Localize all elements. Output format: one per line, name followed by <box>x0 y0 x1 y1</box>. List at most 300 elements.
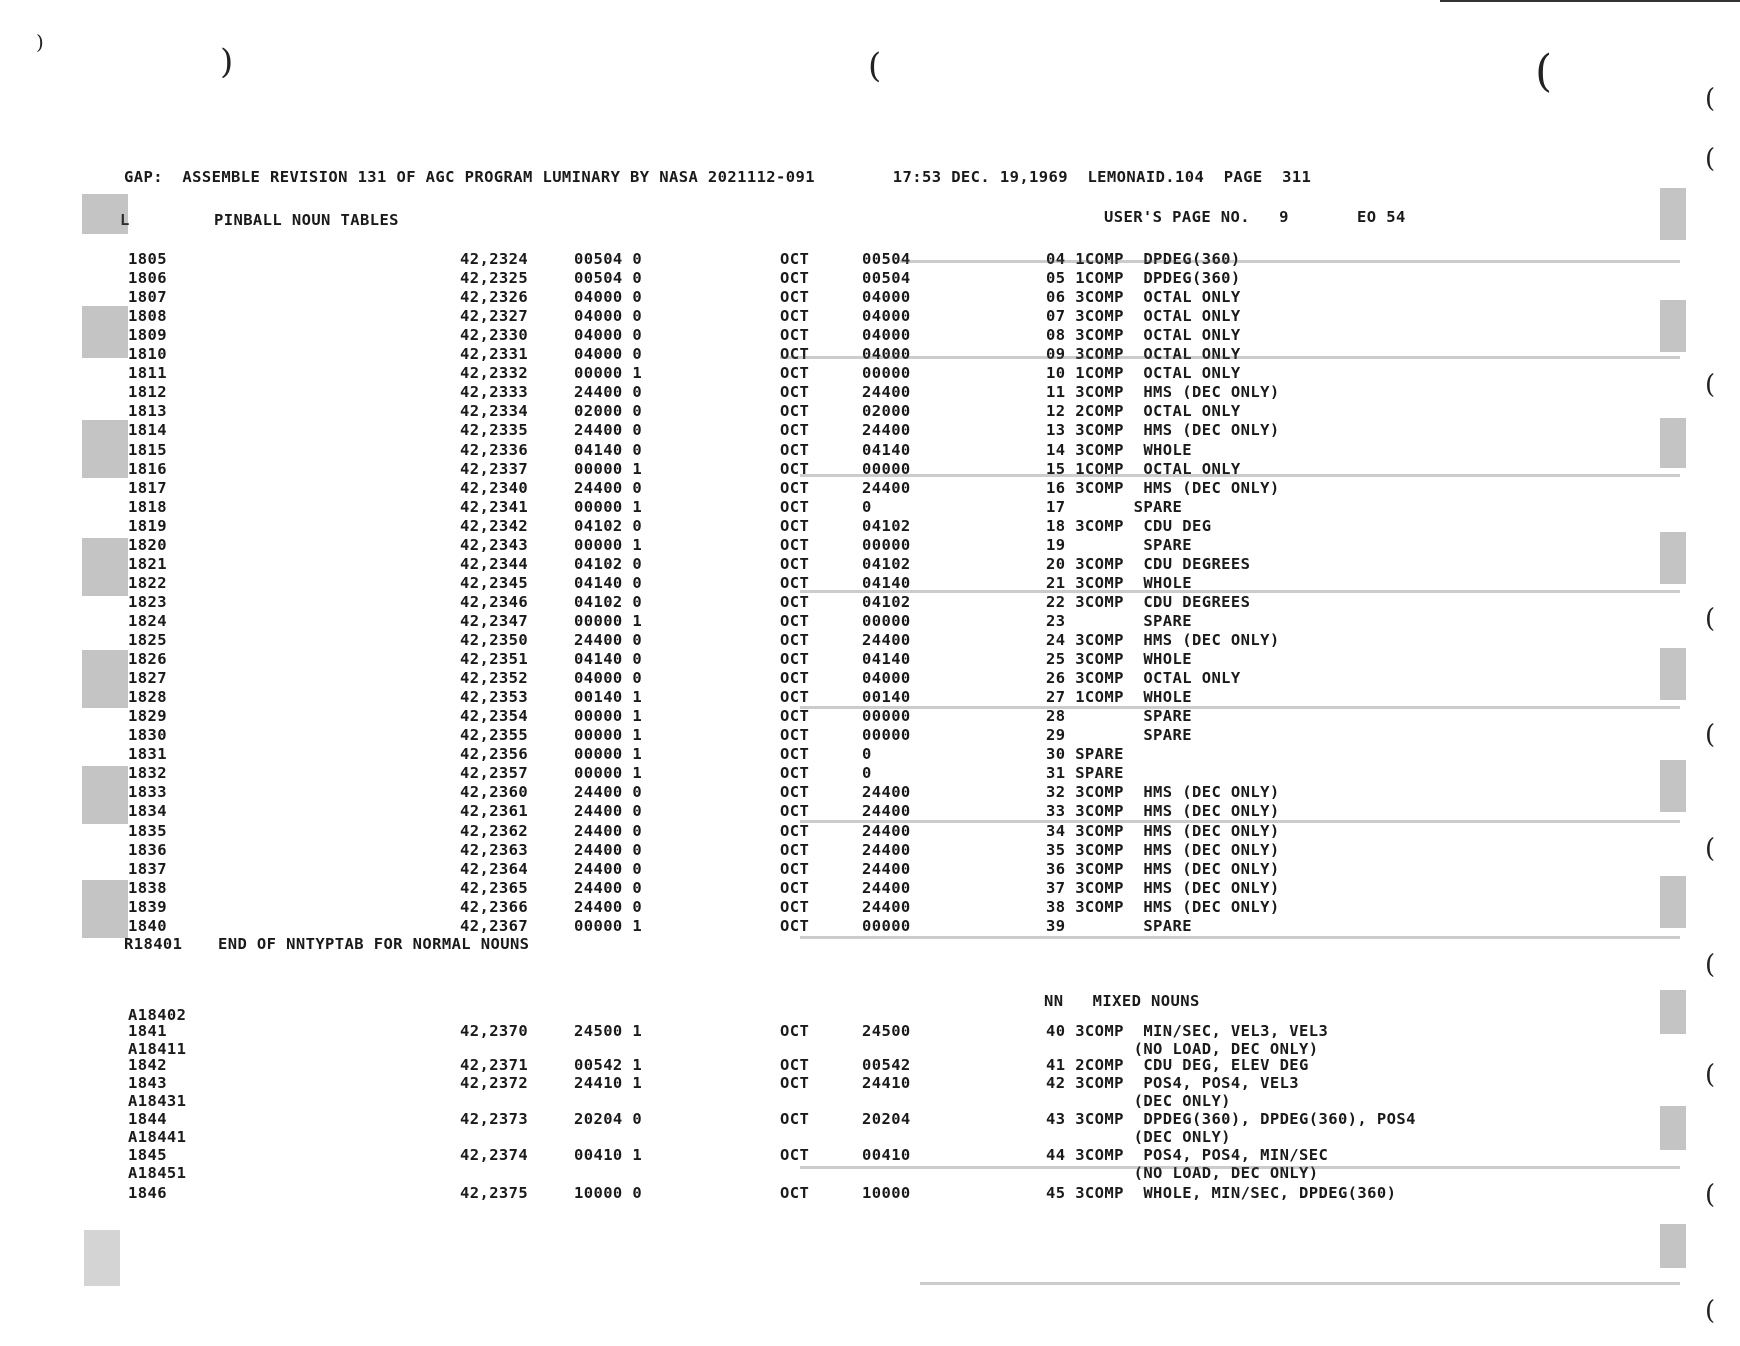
cell-seq: 1843 <box>128 1074 167 1092</box>
cell-cmt: 19 SPARE <box>1046 535 1192 554</box>
cell-word: 00542 1 <box>574 1056 643 1074</box>
listing-row <box>0 498 1740 517</box>
cell-op: OCT <box>780 478 810 497</box>
cell-seq: 1831 <box>128 745 167 764</box>
cell-cmt: 25 3COMP WHOLE <box>1046 650 1192 669</box>
cell-opnd: 00000 <box>862 611 911 630</box>
cell-addr: 42,2374 <box>460 1146 529 1164</box>
cell-cmt: 30 SPARE <box>1046 745 1124 764</box>
cell-seq: 1841 <box>128 1022 167 1040</box>
cell-word: 02000 0 <box>574 402 643 421</box>
listing-row <box>0 536 1740 555</box>
cell-addr: 42,2352 <box>460 669 529 688</box>
cell-opnd: 04000 <box>862 288 911 307</box>
cell-opnd: 00504 <box>862 269 911 288</box>
cell-op: OCT <box>780 421 810 440</box>
cell-op: OCT <box>780 307 810 326</box>
cell-word: 04000 0 <box>574 307 643 326</box>
cell-op: OCT <box>780 1022 810 1040</box>
listing-row <box>0 517 1740 536</box>
cell-word: 04000 0 <box>574 288 643 307</box>
cell-opnd: 24400 <box>862 840 911 859</box>
cell-addr: 42,2337 <box>460 459 529 478</box>
cell-word: 24500 1 <box>574 1022 643 1040</box>
scan-streak <box>800 936 1680 939</box>
scan-smudge <box>1660 188 1686 240</box>
cell-seq: 1828 <box>128 688 167 707</box>
cell-word: 00504 0 <box>574 250 643 268</box>
cell-op: OCT <box>780 631 810 649</box>
listing-row <box>0 879 1740 898</box>
cell-op: OCT <box>780 669 810 688</box>
cell-seq: 1816 <box>128 459 167 478</box>
cell-seq: 1808 <box>128 307 167 326</box>
cell-addr: 42,2373 <box>460 1110 529 1128</box>
scan-streak <box>780 356 1680 359</box>
cell-opnd: 04140 <box>862 440 911 459</box>
cell-seq: 1826 <box>128 650 167 669</box>
cell-opnd: 24400 <box>862 421 911 440</box>
cell-opnd: 00140 <box>862 688 911 707</box>
cell-addr: 42,2361 <box>460 802 529 821</box>
cell-op: OCT <box>780 326 810 345</box>
cell-opnd: 20204 <box>862 1110 911 1128</box>
scan-streak <box>800 1166 1680 1169</box>
listing-row <box>0 345 1740 364</box>
scan-smudge <box>82 306 128 358</box>
cell-addr: 42,2331 <box>460 345 529 364</box>
cell-opnd: 00542 <box>862 1056 911 1074</box>
cell-cmt: 29 SPARE <box>1046 726 1192 745</box>
cell-cmt: 37 3COMP HMS (DEC ONLY) <box>1046 878 1280 897</box>
cell-addr: 42,2330 <box>460 326 529 345</box>
scan-smudge <box>82 650 128 708</box>
cell-word: 24400 0 <box>574 897 643 916</box>
listing-row <box>0 707 1740 726</box>
cell-addr: 42,2350 <box>460 631 529 649</box>
cell-word: 10000 0 <box>574 1184 643 1202</box>
cell-opnd: 00000 <box>862 459 911 478</box>
cell-seq: 1846 <box>128 1184 167 1202</box>
cell-cmt: 11 3COMP HMS (DEC ONLY) <box>1046 383 1280 402</box>
listing-row <box>0 1022 1740 1041</box>
cell-cmt: 13 3COMP HMS (DEC ONLY) <box>1046 421 1280 440</box>
cell-seq: 1832 <box>128 764 167 783</box>
listing-row <box>0 307 1740 326</box>
cell-cmt: 18 3COMP CDU DEG <box>1046 516 1212 535</box>
margin-mark: ) <box>220 42 234 82</box>
cell-word: 00000 1 <box>574 916 643 935</box>
cell-seq: 1821 <box>128 554 167 573</box>
cell-addr: 42,2351 <box>460 650 529 669</box>
cell-cmt: 35 3COMP HMS (DEC ONLY) <box>1046 840 1280 859</box>
cell-seq: 1817 <box>128 478 167 497</box>
cell-addr: 42,2341 <box>460 497 529 516</box>
cell-word: 24400 0 <box>574 802 643 821</box>
margin-mark: ( <box>1535 46 1553 97</box>
listing-row <box>0 917 1740 936</box>
margin-mark: ) <box>36 30 44 54</box>
cell-cmt: 12 2COMP OCTAL ONLY <box>1046 402 1241 421</box>
cell-op: OCT <box>780 288 810 307</box>
cell-word: 00140 1 <box>574 688 643 707</box>
listing-row <box>0 364 1740 383</box>
cell-op: OCT <box>780 745 810 764</box>
cell-seq: 1809 <box>128 326 167 345</box>
cell-op: OCT <box>780 1056 810 1074</box>
cell-addr: 42,2353 <box>460 688 529 707</box>
cell-op: OCT <box>780 592 810 611</box>
cell-cmt: 21 3COMP WHOLE <box>1046 573 1192 592</box>
cell-cmt: 17 SPARE <box>1046 497 1183 516</box>
cell-cmt: 04 1COMP DPDEG(360) <box>1046 250 1241 268</box>
cell-addr: 42,2332 <box>460 364 529 383</box>
cell-seq: 1810 <box>128 345 167 364</box>
cell-word: 24400 0 <box>574 383 643 402</box>
cell-cmt: 16 3COMP HMS (DEC ONLY) <box>1046 478 1280 497</box>
listing-row <box>0 1074 1740 1093</box>
cell-cmt: 32 3COMP HMS (DEC ONLY) <box>1046 783 1280 802</box>
cell-seq: 1839 <box>128 897 167 916</box>
cell-cmt: 39 SPARE <box>1046 916 1192 935</box>
listing-row <box>0 288 1740 307</box>
cell-opnd: 04102 <box>862 592 911 611</box>
cell-seq: A18431 <box>128 1092 187 1110</box>
listing-row <box>0 802 1740 821</box>
cell-opnd: 24400 <box>862 478 911 497</box>
cell-seq: 1834 <box>128 802 167 821</box>
cell-opnd: 00000 <box>862 916 911 935</box>
scan-smudge <box>1660 648 1686 700</box>
cell-cmt: 44 3COMP POS4, POS4, MIN/SEC <box>1046 1146 1329 1164</box>
cell-addr: 42,2333 <box>460 383 529 402</box>
margin-mark: ( <box>1705 950 1716 980</box>
listing-row <box>0 479 1740 498</box>
cell-opnd: 24400 <box>862 631 911 649</box>
margin-mark: ( <box>1705 720 1716 750</box>
cell-op: OCT <box>780 840 810 859</box>
cell-cmt: 05 1COMP DPDEG(360) <box>1046 269 1241 288</box>
cell-opnd: 00000 <box>862 535 911 554</box>
cell-word: 20204 0 <box>574 1110 643 1128</box>
cell-cmt: (DEC ONLY) <box>1046 1128 1231 1146</box>
listing-row <box>0 1092 1740 1111</box>
listing-row <box>0 726 1740 745</box>
cell-cmt: 06 3COMP OCTAL ONLY <box>1046 288 1241 307</box>
user-page-number: USER'S PAGE NO. 9 EO 54 <box>1104 208 1406 226</box>
cell-opnd: 04140 <box>862 650 911 669</box>
cell-word: 00000 1 <box>574 459 643 478</box>
top-edge-rule <box>1440 0 1740 2</box>
cell-cmt: 33 3COMP HMS (DEC ONLY) <box>1046 802 1280 821</box>
cell-cmt: 34 3COMP HMS (DEC ONLY) <box>1046 821 1280 840</box>
listing-row <box>0 1056 1740 1075</box>
cell-op: OCT <box>780 497 810 516</box>
scan-smudge <box>1660 300 1686 352</box>
cell-seq: 1837 <box>128 859 167 878</box>
cell-op: OCT <box>780 878 810 897</box>
cell-opnd: 24400 <box>862 897 911 916</box>
cell-addr: 42,2344 <box>460 554 529 573</box>
cell-cmt: 42 3COMP POS4, POS4, VEL3 <box>1046 1074 1300 1092</box>
cell-word: 24400 0 <box>574 478 643 497</box>
listing-row <box>0 441 1740 460</box>
cell-op: OCT <box>780 764 810 783</box>
cell-seq: A18441 <box>128 1128 187 1146</box>
cell-seq: 1827 <box>128 669 167 688</box>
cell-opnd: 04000 <box>862 669 911 688</box>
listing-row <box>0 669 1740 688</box>
cell-seq: 1838 <box>128 878 167 897</box>
cell-addr: 42,2340 <box>460 478 529 497</box>
cell-opnd: 00410 <box>862 1146 911 1164</box>
cell-cmt: 43 3COMP DPDEG(360), DPDEG(360), POS4 <box>1046 1110 1416 1128</box>
cell-seq: 1823 <box>128 592 167 611</box>
cell-word: 00410 1 <box>574 1146 643 1164</box>
cell-cmt: 22 3COMP CDU DEGREES <box>1046 592 1251 611</box>
scan-smudge <box>1660 760 1686 812</box>
margin-mark: ( <box>1705 1180 1716 1210</box>
cell-seq: 1824 <box>128 611 167 630</box>
cell-opnd: 10000 <box>862 1184 911 1202</box>
cell-seq: 1825 <box>128 631 167 649</box>
cell-op: OCT <box>780 802 810 821</box>
scan-streak <box>800 590 1680 593</box>
listing-row <box>0 745 1740 764</box>
cell-opnd: 04102 <box>862 554 911 573</box>
cell-seq: 1812 <box>128 383 167 402</box>
cell-opnd: 24400 <box>862 802 911 821</box>
cell-op: OCT <box>780 459 810 478</box>
cell-word: 00000 1 <box>574 764 643 783</box>
cell-cmt: 26 3COMP OCTAL ONLY <box>1046 669 1241 688</box>
end-line-seq: R18401 <box>124 935 183 953</box>
cell-seq: 1830 <box>128 726 167 745</box>
cell-seq: 1815 <box>128 440 167 459</box>
cell-cmt: 40 3COMP MIN/SEC, VEL3, VEL3 <box>1046 1022 1329 1040</box>
cell-addr: 42,2326 <box>460 288 529 307</box>
cell-op: OCT <box>780 821 810 840</box>
cell-op: OCT <box>780 611 810 630</box>
cell-cmt: 10 1COMP OCTAL ONLY <box>1046 364 1241 383</box>
scan-streak <box>800 706 1680 709</box>
cell-seq: 1835 <box>128 821 167 840</box>
mixed-nouns-header: NN MIXED NOUNS <box>1044 992 1200 1010</box>
cell-opnd: 04000 <box>862 326 911 345</box>
listing-row <box>0 650 1740 669</box>
cell-op: OCT <box>780 440 810 459</box>
cell-op: OCT <box>780 554 810 573</box>
scan-smudge <box>82 194 128 234</box>
cell-seq: 1836 <box>128 840 167 859</box>
cell-op: OCT <box>780 1074 810 1092</box>
cell-op: OCT <box>780 269 810 288</box>
cell-word: 04140 0 <box>574 440 643 459</box>
cell-word: 04140 0 <box>574 573 643 592</box>
cell-word: 24400 0 <box>574 631 643 649</box>
cell-seq: 1822 <box>128 573 167 592</box>
margin-mark: ( <box>1705 1060 1716 1090</box>
cell-word: 04102 0 <box>574 554 643 573</box>
cell-addr: 42,2365 <box>460 878 529 897</box>
cell-cmt: 28 SPARE <box>1046 707 1192 726</box>
cell-opnd: 04140 <box>862 573 911 592</box>
scan-smudge <box>82 538 128 596</box>
cell-addr: 42,2346 <box>460 592 529 611</box>
cell-word: 00000 1 <box>574 745 643 764</box>
cell-op: OCT <box>780 897 810 916</box>
cell-seq: 1805 <box>128 250 167 268</box>
cell-cmt: 09 3COMP OCTAL ONLY <box>1046 345 1241 364</box>
cell-word: 24400 0 <box>574 859 643 878</box>
cell-op: OCT <box>780 383 810 402</box>
cell-seq: 1820 <box>128 535 167 554</box>
listing-row <box>0 841 1740 860</box>
end-line-text: END OF NNTYPTAB FOR NORMAL NOUNS <box>218 935 530 953</box>
listing-row <box>0 822 1740 841</box>
cell-addr: 42,2362 <box>460 821 529 840</box>
cell-addr: 42,2354 <box>460 707 529 726</box>
cell-seq: 1840 <box>128 916 167 935</box>
cell-addr: 42,2363 <box>460 840 529 859</box>
cell-opnd: 24410 <box>862 1074 911 1092</box>
scan-smudge <box>1660 1106 1686 1150</box>
cell-word: 04102 0 <box>574 516 643 535</box>
cell-addr: 42,2375 <box>460 1184 529 1202</box>
cell-op: OCT <box>780 1184 810 1202</box>
cell-op: OCT <box>780 726 810 745</box>
cell-word: 24400 0 <box>574 421 643 440</box>
cell-addr: 42,2336 <box>460 440 529 459</box>
margin-mark-l: L <box>120 211 130 229</box>
cell-addr: 42,2356 <box>460 745 529 764</box>
cell-op: OCT <box>780 516 810 535</box>
scan-smudge <box>1660 532 1686 584</box>
cell-cmt: 38 3COMP HMS (DEC ONLY) <box>1046 897 1280 916</box>
cell-opnd: 24400 <box>862 859 911 878</box>
cell-cmt: 24 3COMP HMS (DEC ONLY) <box>1046 631 1280 649</box>
cell-word: 00504 0 <box>574 269 643 288</box>
scan-streak <box>920 1282 1680 1285</box>
cell-op: OCT <box>780 688 810 707</box>
cell-word: 24410 1 <box>574 1074 643 1092</box>
cell-seq: 1806 <box>128 269 167 288</box>
cell-addr: 42,2357 <box>460 764 529 783</box>
cell-opnd: 00504 <box>862 250 911 268</box>
listing-row <box>0 783 1740 802</box>
cell-seq: A18451 <box>128 1164 187 1182</box>
cell-addr: 42,2327 <box>460 307 529 326</box>
cell-word: 00000 1 <box>574 497 643 516</box>
cell-addr: 42,2372 <box>460 1074 529 1092</box>
cell-word: 04102 0 <box>574 592 643 611</box>
cell-word: 00000 1 <box>574 726 643 745</box>
cell-addr: 42,2335 <box>460 421 529 440</box>
cell-word: 04140 0 <box>574 650 643 669</box>
cell-word: 04000 0 <box>574 345 643 364</box>
listing-row <box>0 383 1740 402</box>
cell-opnd: 00000 <box>862 707 911 726</box>
listing-row <box>0 421 1740 440</box>
listing-row <box>0 764 1740 783</box>
cell-addr: 42,2342 <box>460 516 529 535</box>
listing-row <box>0 1128 1740 1147</box>
listing-row <box>0 631 1740 650</box>
cell-cmt: (NO LOAD, DEC ONLY) <box>1046 1040 1319 1058</box>
listing-row <box>0 1146 1740 1165</box>
cell-opnd: 00000 <box>862 364 911 383</box>
cell-cmt: 14 3COMP WHOLE <box>1046 440 1192 459</box>
cell-op: OCT <box>780 1110 810 1128</box>
listing-row <box>0 326 1740 345</box>
cell-word: 24400 0 <box>574 840 643 859</box>
cell-cmt: 07 3COMP OCTAL ONLY <box>1046 307 1241 326</box>
cell-cmt: 23 SPARE <box>1046 611 1192 630</box>
listing-row <box>0 593 1740 612</box>
cell-seq: 1842 <box>128 1056 167 1074</box>
cell-op: OCT <box>780 859 810 878</box>
cell-addr: 42,2366 <box>460 897 529 916</box>
cell-addr: 42,2360 <box>460 783 529 802</box>
scan-smudge <box>84 1230 120 1286</box>
cell-cmt: 08 3COMP OCTAL ONLY <box>1046 326 1241 345</box>
cell-cmt: 20 3COMP CDU DEGREES <box>1046 554 1251 573</box>
scan-smudge <box>1660 990 1686 1034</box>
cell-addr: 42,2325 <box>460 269 529 288</box>
margin-mark: ( <box>1705 84 1716 114</box>
cell-opnd: 0 <box>862 745 872 764</box>
cell-op: OCT <box>780 573 810 592</box>
cell-opnd: 0 <box>862 497 872 516</box>
listing-header: GAP: ASSEMBLE REVISION 131 OF AGC PROGRAM LUMINARY BY NASA 2021112-091 17:53 DEC. 19,1969 LEMONAID.104 PAGE 311 <box>124 168 1312 186</box>
margin-mark: ( <box>1705 604 1716 634</box>
cell-seq: 1829 <box>128 707 167 726</box>
listing-row <box>0 688 1740 707</box>
cell-op: OCT <box>780 345 810 364</box>
cell-addr: 42,2367 <box>460 916 529 935</box>
margin-mark: ( <box>868 46 882 86</box>
cell-op: OCT <box>780 402 810 421</box>
cell-seq: 1818 <box>128 497 167 516</box>
cell-addr: 42,2347 <box>460 611 529 630</box>
listing-row <box>0 612 1740 631</box>
cell-opnd: 24400 <box>862 783 911 802</box>
listing-row <box>0 1184 1740 1203</box>
cell-seq: 1814 <box>128 421 167 440</box>
cell-seq: 1811 <box>128 364 167 383</box>
cell-word: 00000 1 <box>574 364 643 383</box>
cell-addr: 42,2324 <box>460 250 529 268</box>
cell-cmt: 45 3COMP WHOLE, MIN/SEC, DPDEG(360) <box>1046 1184 1397 1202</box>
scan-smudge <box>82 766 128 824</box>
scan-smudge <box>1660 418 1686 468</box>
cell-word: 24400 0 <box>574 878 643 897</box>
margin-mark: ( <box>1705 144 1716 174</box>
cell-opnd: 24400 <box>862 821 911 840</box>
cell-addr: 42,2334 <box>460 402 529 421</box>
cell-opnd: 04000 <box>862 307 911 326</box>
cell-word: 00000 1 <box>574 535 643 554</box>
section-title: PINBALL NOUN TABLES <box>214 211 399 229</box>
cell-cmt: (NO LOAD, DEC ONLY) <box>1046 1164 1319 1182</box>
margin-mark: ( <box>1705 834 1716 864</box>
cell-word: 04000 0 <box>574 669 643 688</box>
cell-word: 24400 0 <box>574 783 643 802</box>
cell-cmt: 31 SPARE <box>1046 764 1124 783</box>
cell-addr: 42,2371 <box>460 1056 529 1074</box>
scan-smudge <box>82 880 128 938</box>
listing-row <box>0 1110 1740 1129</box>
